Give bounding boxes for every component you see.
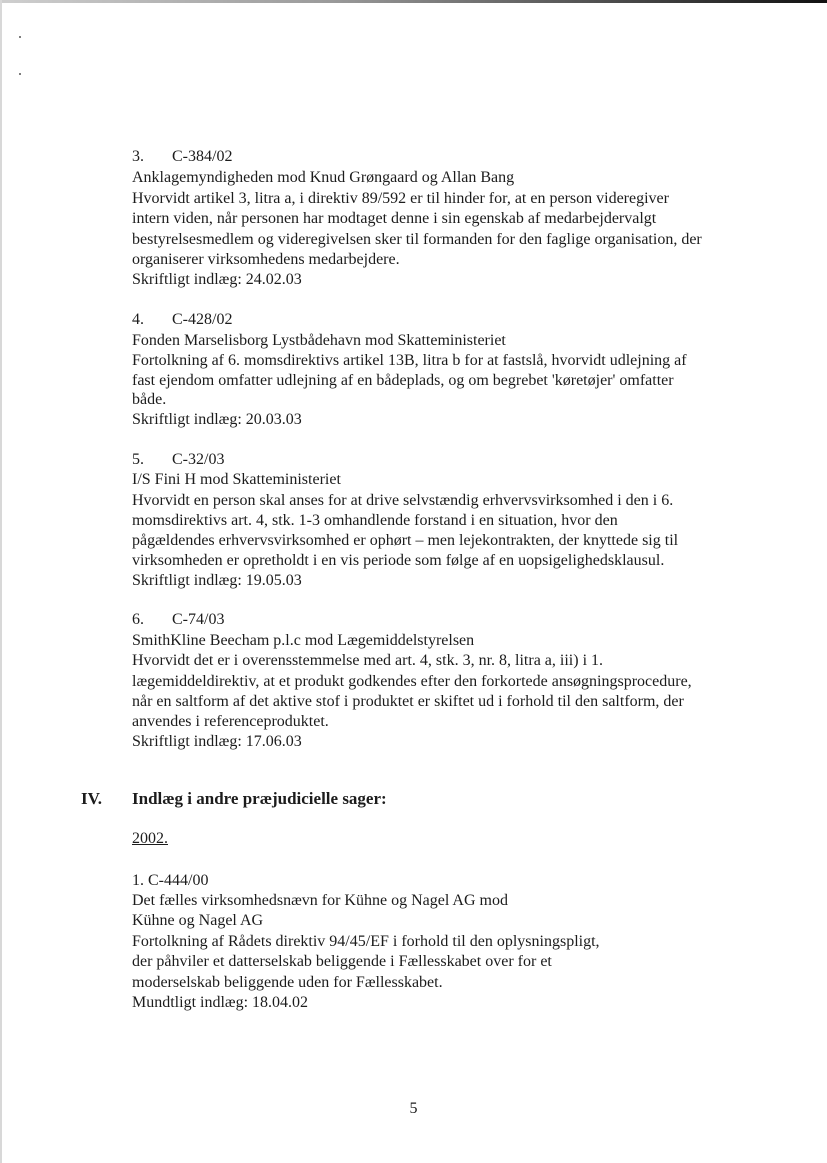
case-number: 3. (132, 148, 144, 165)
case-id: C-74/03 (172, 611, 225, 628)
case-heading (132, 450, 224, 470)
case-description-line: organiserer virksomhedens medarbejdere. (132, 251, 400, 268)
case-id: C-428/02 (172, 311, 233, 328)
case-description-line: lægemiddeldirektiv, at et produkt godkendes efter den forkortede ansøgningsprocedure, (132, 673, 692, 690)
case-filing: Skriftligt indlæg: 24.02.03 (132, 271, 302, 288)
page-number: 5 (409, 1100, 418, 1117)
case-description-line: anvendes i referenceproduktet. (132, 713, 329, 730)
case-description-line: både. (132, 391, 167, 408)
case-id: C-444/00 (148, 872, 209, 889)
case-number: 4. (132, 311, 144, 328)
case-description-line: Fortolkning af Rådets direktiv 94/45/EF i forhold til den oplysningspligt, (132, 933, 600, 950)
section-number: IV. (81, 789, 102, 808)
case-description-line: Hvorvidt det er i overensstemmelse med art. 4, stk. 3, nr. 8, litra a, iii) i 1. (132, 652, 604, 669)
case-parties: Kühne og Nagel AG (132, 912, 264, 929)
case-description-line: virksomheden er opretholdt i en vis periode som følge af en uopsigelighedsklausul. (132, 552, 665, 569)
case-parties: I/S Fini H mod Skatteministeriet (132, 471, 341, 488)
case-description-line: moderselskab beliggende uden for Fællesskabet. (132, 974, 443, 991)
case-filing: Mundtligt indlæg: 18.04.02 (132, 994, 309, 1011)
case-heading (132, 147, 232, 167)
case-parties: Fonden Marselisborg Lystbådehavn mod Skatteministeriet (132, 332, 506, 349)
case-description-line: fast ejendom omfatter udlejning af en bådeplads, og om begrebet 'køretøjer' omfatter (132, 372, 674, 389)
case-number: 1. (132, 872, 144, 889)
case-number: 6. (132, 611, 144, 628)
case-filing: Skriftligt indlæg: 20.03.03 (132, 411, 302, 428)
case-description-line: pågældendes erhvervsvirksomhed er ophørt – men lejekontrakten, der knyttede sig til (132, 532, 679, 549)
case-number: 5. (132, 451, 144, 468)
case-heading (132, 310, 232, 330)
case-parties: Det fælles virksomhedsnævn for Kühne og Nagel AG mod (132, 892, 508, 909)
section-year: 2002. (132, 830, 168, 847)
case-filing: Skriftligt indlæg: 17.06.03 (132, 733, 302, 750)
case-description-line: der påhviler et datterselskab beliggende i Fællesskabet over for et (132, 953, 552, 970)
case-description-line: Hvorvidt en person skal anses for at drive selvstændig erhvervsvirksomhed i den i 6. (132, 492, 674, 509)
case-description-line: Hvorvidt artikel 3, litra a, i direktiv 89/592 er til hinder for, at en person videregiver (132, 190, 669, 207)
case-id: C-32/03 (172, 451, 225, 468)
section-title: Indlæg i andre præjudicielle sager: (132, 789, 387, 808)
case-description-line: når en saltform af det aktive stof i produktet er skiftet ud i forhold til den saltform, der (132, 693, 684, 710)
case-heading (132, 610, 224, 630)
case-id: C-384/02 (172, 148, 233, 165)
case-description-line: Fortolkning af 6. momsdirektivs artikel 13B, litra b for at fastslå, hvorvidt udlejning af (132, 352, 687, 369)
case-description-line: momsdirektivs art. 4, stk. 1-3 omhandlende forstand i en situation, hvor den (132, 512, 618, 529)
case-parties: SmithKline Beecham p.l.c mod Lægemiddelstyrelsen (132, 632, 475, 649)
case-parties: Anklagemyndigheden mod Knud Grøngaard og Allan Bang (132, 169, 515, 186)
case-filing: Skriftligt indlæg: 19.05.03 (132, 572, 302, 589)
case-heading (132, 871, 208, 891)
case-description-line: intern viden, når personen har modtaget denne i sin egenskab af medarbejdervalgt (132, 210, 657, 227)
case-description-line: bestyrelsesmedlem og videregivelsen sker til formanden for den faglige organisation, der (132, 231, 702, 248)
